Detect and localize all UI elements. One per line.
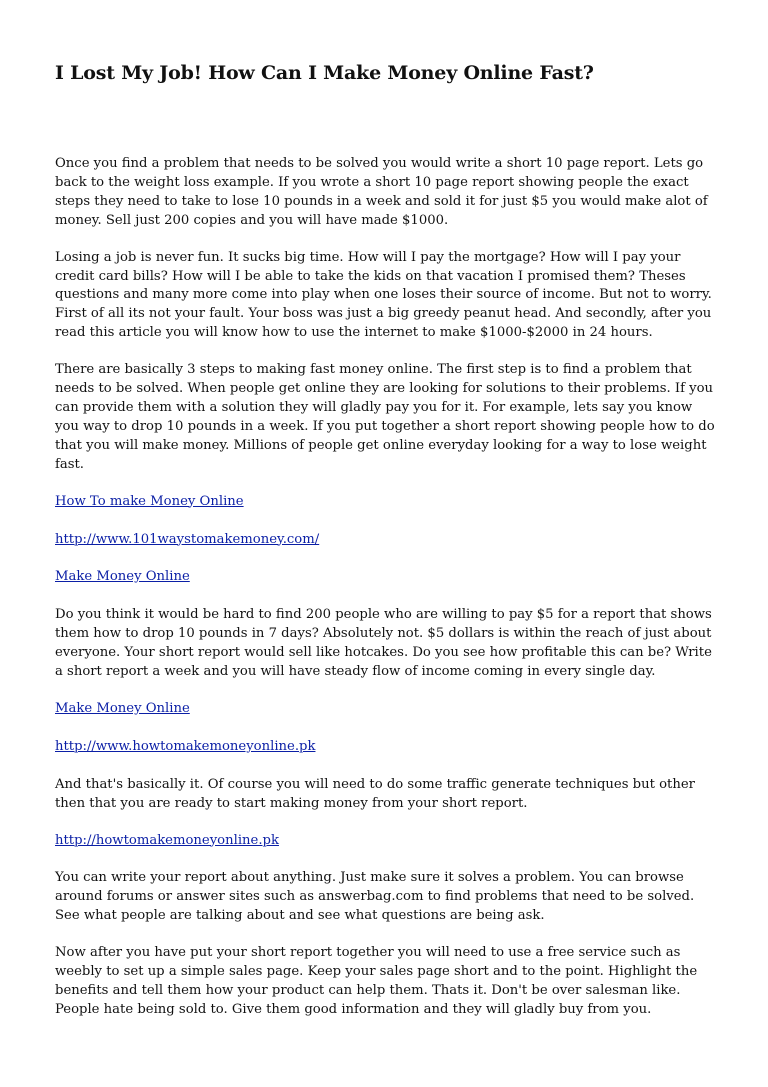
- link-paragraph: [55, 832, 717, 851]
- link-howtomakemoneyonline[interactable]: http://howtomakemoneyonline.pk: [55, 832, 279, 848]
- link-howtomakemoneyonline-www[interactable]: http://www.howtomakemoneyonline.pk: [55, 738, 316, 754]
- article-body: [55, 155, 717, 1020]
- paragraph-1: Once you find a problem that needs to be solved you would write a short 10 page report. Lets go back to the weight loss example. If you wrote a short 10 page report showing people the exact steps they need to take to lose 10 pounds in a week and sold it for just $5 you would make alot of money. Sell just 200 copies and you will have made $1000.: [55, 156, 708, 228]
- link-paragraph: [55, 700, 717, 719]
- paragraph-4: Do you think it would be hard to find 200 people who are willing to pay $5 for a report that shows them how to drop 10 pounds in 7 days? Absolutely not. $5 dollars is within the reach of just about everyone. Your short report would sell like hotcakes. Do you see how profitable this can be? Write a short report a week and you will have steady flow of income coming in every single day.: [55, 607, 712, 680]
- link-paragraph: [55, 531, 717, 550]
- document-page: [55, 60, 717, 1038]
- paragraph-3: There are basically 3 steps to making fast money online. The first step is to find a problem that needs to be solved. When people get online they are looking for solutions to their problems. If you can provide them with a solution they will gladly pay you for it. For example, lets say you know you way to drop 10 pounds in a week. If you put together a short report showing people how to do that you will make money. Millions of people get online everyday looking for a way to lose weight fast.: [55, 362, 715, 472]
- link-paragraph: [55, 493, 717, 512]
- paragraph-2: Losing a job is never fun. It sucks big time. How will I pay the mortgage? How will I pay your credit card bills? How will I be able to take the kids on that vacation I promised them? Theses questions and many more come into play when one loses their source of income. But not to worry. First of all its not your fault. Your boss was just a big greedy peanut head. And secondly, after you read this article you will know how to use the internet to make $1000-$2000 in 24 hours.: [55, 249, 712, 341]
- paragraph-5: And that's basically it. Of course you will need to do some traffic generate techniques but other then that you are ready to start making money from your short report.: [55, 776, 695, 811]
- link-paragraph: [55, 568, 717, 587]
- paragraph-6: You can write your report about anything. Just make sure it solves a problem. You can browse around forums or answer sites such as answerbag.com to find problems that need to be solved. See what people are talking about and see what questions are being ask.: [55, 870, 695, 924]
- link-paragraph: [55, 738, 717, 757]
- link-101waystomakemoney[interactable]: http://www.101waystomakemoney.com/: [55, 531, 320, 547]
- link-make-money-online[interactable]: Make Money Online: [55, 569, 190, 585]
- page-title: I Lost My Job! How Can I Make Money Online Fast?: [55, 62, 594, 84]
- link-how-to-make-money-online[interactable]: How To make Money Online: [55, 493, 244, 509]
- paragraph-7: Now after you have put your short report together you will need to use a free service such as weebly to set up a simple sales page. Keep your sales page short and to the point. Highlight the benefits and tell them how your product can help them. Thats it. Don't be over salesman like. People hate being sold to. Give them good information and they will gladly buy from you.: [55, 945, 698, 1017]
- link-make-money-online-2[interactable]: Make Money Online: [55, 700, 190, 716]
